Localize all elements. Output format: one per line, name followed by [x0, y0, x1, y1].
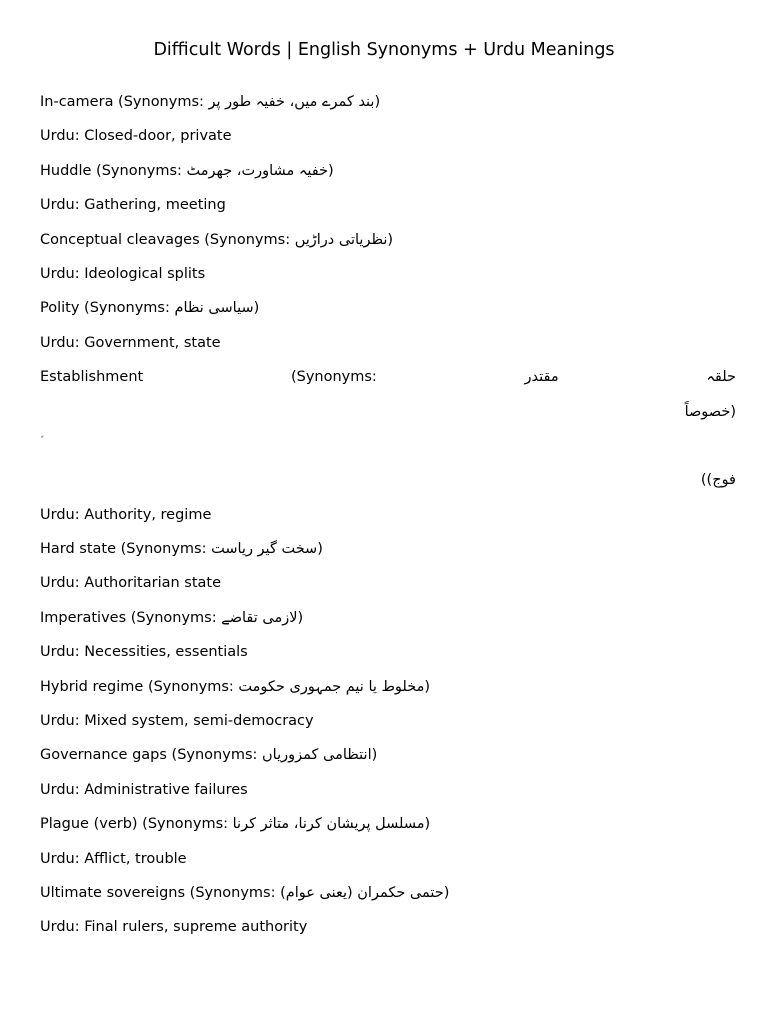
entry-urdu-meaning: Urdu: Authority, regime	[40, 506, 212, 523]
entry-term: Ultimate sovereigns (Synonyms: حتمی حکمران (یعنی عوام))	[40, 884, 450, 901]
page-title: Difficult Words | English Synonyms + Urdu Meanings	[153, 40, 615, 60]
entry-term: In-camera (Synonyms: بند کمرے میں، خفیہ طور پر)	[40, 94, 381, 110]
entry-term: Hybrid regime (Synonyms: مخلوط یا نیم جمہوری حکومت)	[40, 678, 431, 695]
entry-term: Plague (verb) (Synonyms: مسلسل پریشان کرنا، متاثر کرنا)	[40, 816, 431, 833]
entry-term-justified	[40, 365, 736, 399]
entry-term: Imperatives (Synonyms: لازمی تقاضے)	[40, 609, 304, 626]
entry-urdu-meaning: Urdu: Necessities, essentials	[40, 644, 248, 661]
entry-urdu-meaning: Urdu: Gathering, meeting	[40, 197, 226, 214]
entry-urdu-meaning: Urdu: Government, state	[40, 334, 221, 351]
entry-urdu-meaning: Urdu: Authoritarian state	[40, 575, 222, 592]
entry-term: Polity (Synonyms: سیاسی نظام)	[40, 300, 260, 317]
entry-term: Hard state (Synonyms: سخت گیر ریاست)	[40, 541, 323, 558]
term-word: (Synonyms:	[290, 369, 377, 386]
entry-term: Huddle (Synonyms: خفیہ مشاورت، جھرمٹ)	[40, 162, 334, 179]
entry-term: Governance gaps (Synonyms: انتظامی کمزوریاں)	[40, 747, 378, 764]
entry-urdu-meaning: Urdu: Administrative failures	[40, 781, 248, 798]
term-word: Establishment	[40, 369, 144, 386]
entry-term-diacritic	[40, 434, 736, 468]
entry-urdu-meaning: Urdu: Ideological splits	[40, 265, 206, 282]
term-word: مقتدر	[524, 369, 559, 386]
entry-urdu-meaning: Urdu: Afflict, trouble	[40, 850, 187, 867]
entry-term-continuation: (خصوصاً	[684, 403, 736, 420]
term-word: حلقہ	[706, 369, 736, 386]
entry-term-continuation: فوج))	[700, 472, 736, 489]
entry-urdu-meaning: Urdu: Mixed system, semi-democracy	[40, 713, 314, 730]
entry-urdu-meaning: Urdu: Closed-door, private	[40, 128, 232, 145]
word-list	[40, 90, 736, 950]
entry-term: Conceptual cleavages (Synonyms: نظریاتی دراڑیں)	[40, 231, 394, 248]
entry-urdu-meaning: Urdu: Final rulers, supreme authority	[40, 919, 308, 936]
